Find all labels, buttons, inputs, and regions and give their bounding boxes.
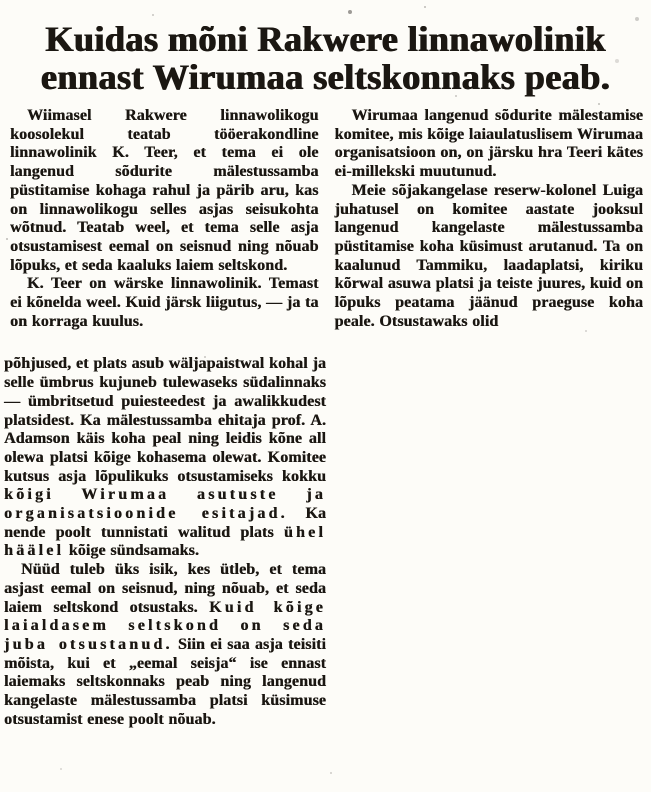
paragraph — [4, 561, 326, 729]
body-text: Meie sõjakangelase reserw-kolonel Luiga juhatusel on komitee aastate jooksul langenud kangelaste mälestussamba püstitamise koha küsimust arutanud. Ta on kaalunud Tammiku, laadaplatsi, kiriku kõrwal asuwa platsi ja teiste juures, kuid on lõpuks peatama jäänud praeguse koha peale. Otsustawaks olid — [334, 181, 643, 330]
body-text: kõige sündsamaks. — [64, 542, 199, 560]
article-headline — [10, 20, 641, 96]
headline-line-1: Kuidas mõni Rakwere linnawolinik — [45, 19, 606, 59]
headline-line-2: ennast Wirumaa seltskonnaks peab. — [40, 57, 611, 97]
paragraph — [10, 275, 319, 331]
scan-noise-speckles — [0, 0, 2, 2]
body-text: Ka nende poolt tunnistati walitud plats — [4, 505, 326, 541]
body-text: Wirumaa langenud sõdurite mälestamise komitee, mis kõige laiaulatuslisem Wirumaa organisatsioon on, on järsku hra Teeri kätes ei-millekski muutunud. — [334, 107, 643, 181]
emphasized-letterspaced-text: kõigi Wirumaa asutuste ja organisatsioonide esitajad. — [4, 486, 326, 523]
body-text: K. Teer on wärske linnawolinik. Temast ei kõnelda weel. Kuid järsk liigutus, — ja ta on korraga kuulus. — [10, 275, 319, 330]
paragraph — [335, 182, 644, 332]
paragraph — [4, 355, 326, 561]
column-top-left — [10, 107, 319, 331]
emphasized-letterspaced-text: Kuid kõige laialdasem seltskond on seda juba otsustanud. — [4, 598, 326, 653]
paragraph — [335, 107, 644, 182]
paragraph — [10, 107, 319, 275]
body-text: Siin ei saa asja teisiti mõista, kui et „eemal seisja“ ise ennast laiemaks seltskonnaks peab ning langenud kangelaste mälestussamba platsi küsimuse otsustamist enese poolt nõuab. — [4, 635, 326, 728]
two-column-section — [10, 107, 643, 331]
body-text: Wiimasel Rakwere linnawolikogu koosolekul teatab tööerakondline linnawolinik K. Teer, et tema ei ole langenud sõdurite mälestussamba püstitamise kohaga rahul ja pärib aru, kas on linnawolikogu selles asjas seisukohta wõtnud. Teatab weel, et tema selle asja otsustamisest eemal on seisnud ning nõuab lõpuks, et seda kaaluks laiem seltskond. — [10, 107, 319, 274]
body-text: põhjused, et plats asub wäljapaistwal kohal ja selle ümbrus kujuneb tulewaseks südalinnaks — ümbritsetud puiesteedest ja awalikkudest platsidest. Ka mälestussamba ehitaja prof. A. Adamson käis koha peal ning leidis kõne all olewa platsi kõige kohasema olewat. Komitee kutsus asja lõpulikuks otsustamiseks kokku — [4, 355, 326, 485]
emphasized-letterspaced-text: ühel häälel — [4, 523, 326, 560]
body-text: Nüüd tuleb üks isik, kes ütleb, et tema asjast eemal on seisnud, ning nõuab, et seda laiem seltskond otsustaks. — [4, 561, 326, 616]
column-bottom-left — [4, 355, 326, 729]
column-top-right — [335, 107, 644, 331]
